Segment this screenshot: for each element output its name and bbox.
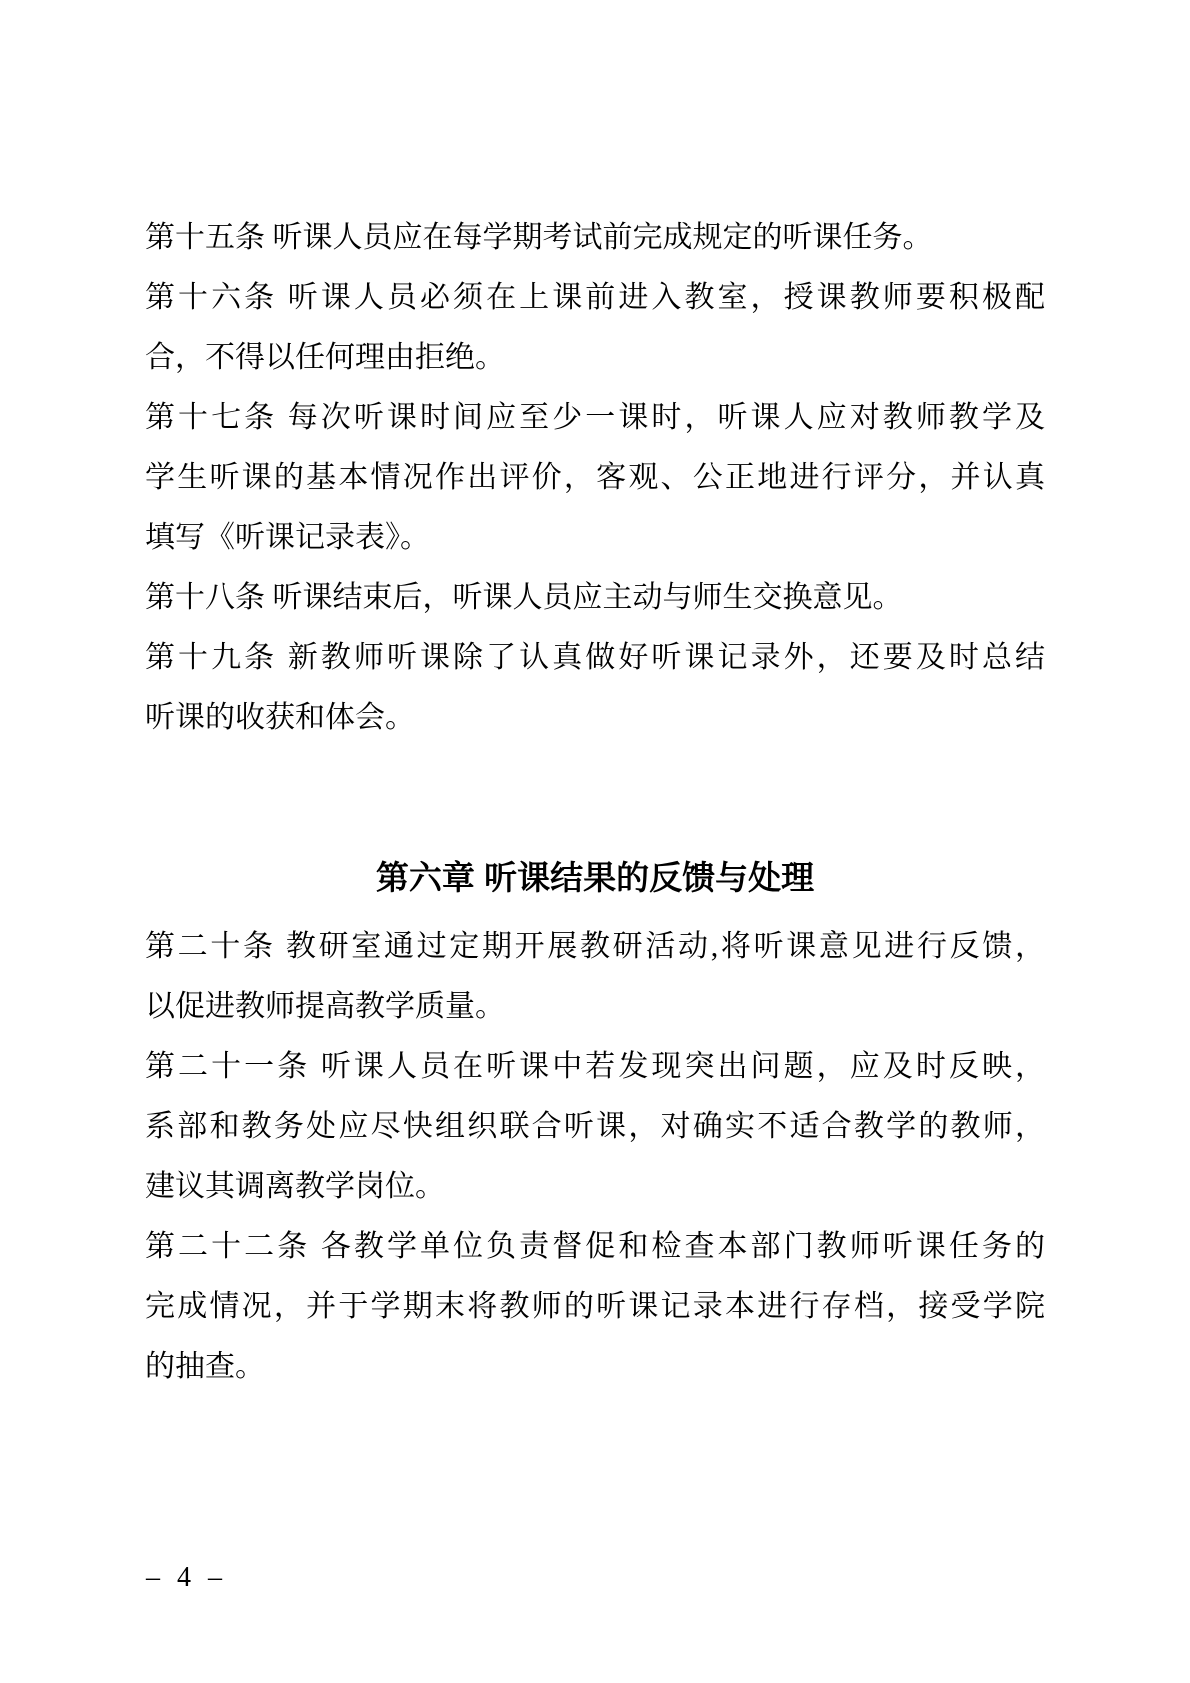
- article-20-line-2: 以促进教师提高教学质量。: [145, 990, 505, 1023]
- chapter-6-heading: 第六章 听课结果的反馈与处理: [375, 859, 815, 896]
- article-16-line-2: 合，不得以任何理由拒绝。: [145, 341, 505, 374]
- article-21-line-3: 建议其调离教学岗位。: [145, 1170, 445, 1203]
- article-18: 第十八条 听课结束后，听课人员应主动与师生交换意见。: [145, 581, 903, 614]
- document-body: [145, 208, 1045, 1397]
- article-22-line-3: 的抽查。: [145, 1350, 265, 1383]
- article-19-line-2: 听课的收获和体会。: [145, 701, 415, 734]
- article-16-line-1: 第十六条 听课人员必须在上课前进入教室，授课教师要积极配: [145, 281, 1045, 314]
- article-19-line-1: 第十九条 新教师听课除了认真做好听课记录外，还要及时总结: [145, 641, 1045, 674]
- article-20-line-1: 第二十条 教研室通过定期开展教研活动,将听课意见进行反馈，: [145, 930, 1045, 963]
- page-number: – 4 –: [146, 1562, 227, 1593]
- article-21-line-2: 系部和教务处应尽快组织联合听课，对确实不适合教学的教师，: [145, 1110, 1045, 1143]
- article-22-line-1: 第二十二条 各教学单位负责督促和检查本部门教师听课任务的: [145, 1230, 1045, 1263]
- article-17-line-1: 第十七条 每次听课时间应至少一课时，听课人应对教师教学及: [145, 401, 1045, 434]
- article-17-line-2: 学生听课的基本情况作出评价，客观、公正地进行评分，并认真: [145, 461, 1045, 494]
- article-21-line-1: 第二十一条 听课人员在听课中若发现突出问题，应及时反映，: [145, 1050, 1045, 1083]
- article-22-line-2: 完成情况，并于学期末将教师的听课记录本进行存档，接受学院: [145, 1290, 1045, 1323]
- article-15: 第十五条 听课人员应在每学期考试前完成规定的听课任务。: [145, 221, 933, 254]
- article-17-line-3: 填写《听课记录表》。: [145, 521, 430, 554]
